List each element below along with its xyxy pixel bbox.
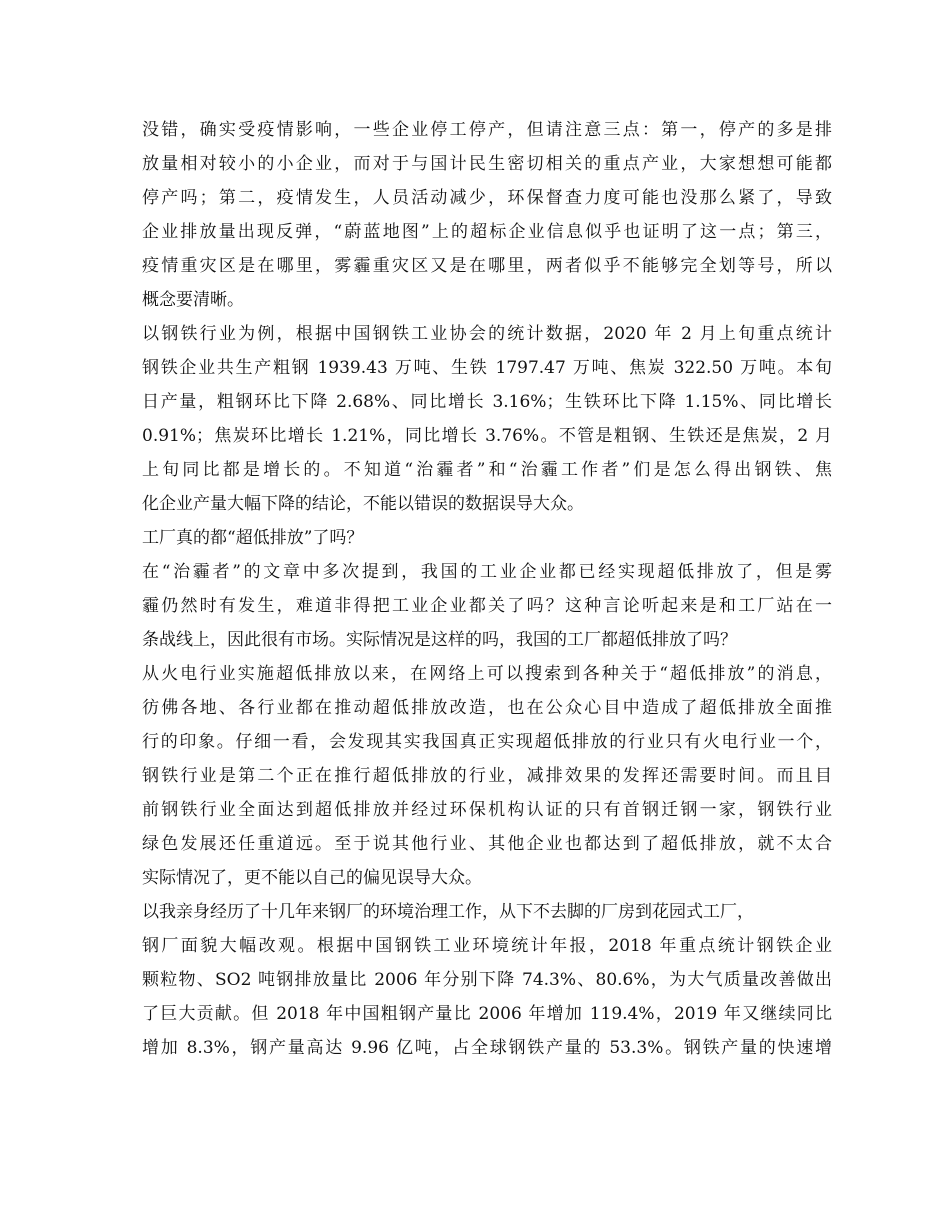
text-line: 增加 8.3%，钢产量高达 9.96 亿吨，占全球钢铁产量的 53.3%。钢铁产量的快速增 — [142, 1038, 832, 1058]
text-line: 实际情况了，更不能以自己的偏见误导大众。 — [142, 868, 482, 888]
text-line: 以我亲身经历了十几年来钢厂的环境治理工作，从下不去脚的厂房到花园式工厂， — [142, 902, 754, 922]
text-line: 以钢铁行业为例，根据中国钢铁工业协会的统计数据，2020 年 2 月上旬重点统计 — [142, 324, 832, 344]
text-line: 颗粒物、SO2 吨钢排放量比 2006 年分别下降 74.3%、80.6%，为大气质量改善做出 — [142, 970, 832, 990]
text-line: 在“治霾者”的文章中多次提到，我国的工业企业都已经实现超低排放了，但是雾 — [142, 562, 832, 582]
text-line: 放量相对较小的小企业，而对于与国计民生密切相关的重点产业，大家想想可能都 — [142, 154, 832, 174]
text-line: 疫情重灾区是在哪里，雾霾重灾区又是在哪里，两者似乎不能够完全划等号，所以 — [142, 256, 832, 276]
text-line: 钢铁企业共生产粗钢 1939.43 万吨、生铁 1797.47 万吨、焦炭 322.50 万吨。本旬 — [142, 358, 832, 378]
text-line: 霾仍然时有发生，难道非得把工业企业都关了吗？这种言论听起来是和工厂站在一 — [142, 596, 832, 616]
text-line: 化企业产量大幅下降的结论，不能以错误的数据误导大众。 — [142, 494, 584, 514]
text-line: 彷佛各地、各行业都在推动超低排放改造，也在公众心目中造成了超低排放全面推 — [142, 698, 832, 718]
text-line: 条战线上，因此很有市场。实际情况是这样的吗，我国的工厂都超低排放了吗？ — [142, 630, 737, 650]
text-line: 钢铁行业是第二个正在推行超低排放的行业，减排效果的发挥还需要时间。而且目 — [142, 766, 832, 786]
text-line: 了巨大贡献。但 2018 年中国粗钢产量比 2006 年增加 119.4%，2019 年又继续同比 — [142, 1004, 832, 1024]
text-line: 工厂真的都“超低排放”了吗？ — [142, 528, 364, 548]
document-body — [142, 113, 832, 1065]
text-line: 概念要清晰。 — [142, 290, 244, 310]
text-line: 企业排放量出现反弹，“蔚蓝地图”上的超标企业信息似乎也证明了这一点；第三， — [142, 222, 832, 242]
text-line: 前钢铁行业全面达到超低排放并经过环保机构认证的只有首钢迁钢一家，钢铁行业 — [142, 800, 832, 820]
text-line: 日产量，粗钢环比下降 2.68%、同比增长 3.16%；生铁环比下降 1.15%、同比增长 — [142, 392, 832, 412]
text-line: 钢厂面貌大幅改观。根据中国钢铁工业环境统计年报，2018 年重点统计钢铁企业 — [142, 936, 832, 956]
text-line: 行的印象。仔细一看，会发现其实我国真正实现超低排放的行业只有火电行业一个， — [142, 732, 832, 752]
text-line: 上旬同比都是增长的。不知道“治霾者”和“治霾工作者”们是怎么得出钢铁、焦 — [142, 460, 832, 480]
text-line: 没错，确实受疫情影响，一些企业停工停产，但请注意三点：第一，停产的多是排 — [142, 120, 832, 140]
text-line: 从火电行业实施超低排放以来，在网络上可以搜索到各种关于“超低排放”的消息， — [142, 664, 832, 684]
text-line: 0.91%；焦炭环比增长 1.21%，同比增长 3.76%。不管是粗钢、生铁还是焦炭，2 月 — [142, 426, 832, 446]
text-line: 绿色发展还任重道远。至于说其他行业、其他企业也都达到了超低排放，就不太合 — [142, 834, 832, 854]
text-line: 停产吗；第二，疫情发生，人员活动减少，环保督查力度可能也没那么紧了，导致 — [142, 188, 832, 208]
